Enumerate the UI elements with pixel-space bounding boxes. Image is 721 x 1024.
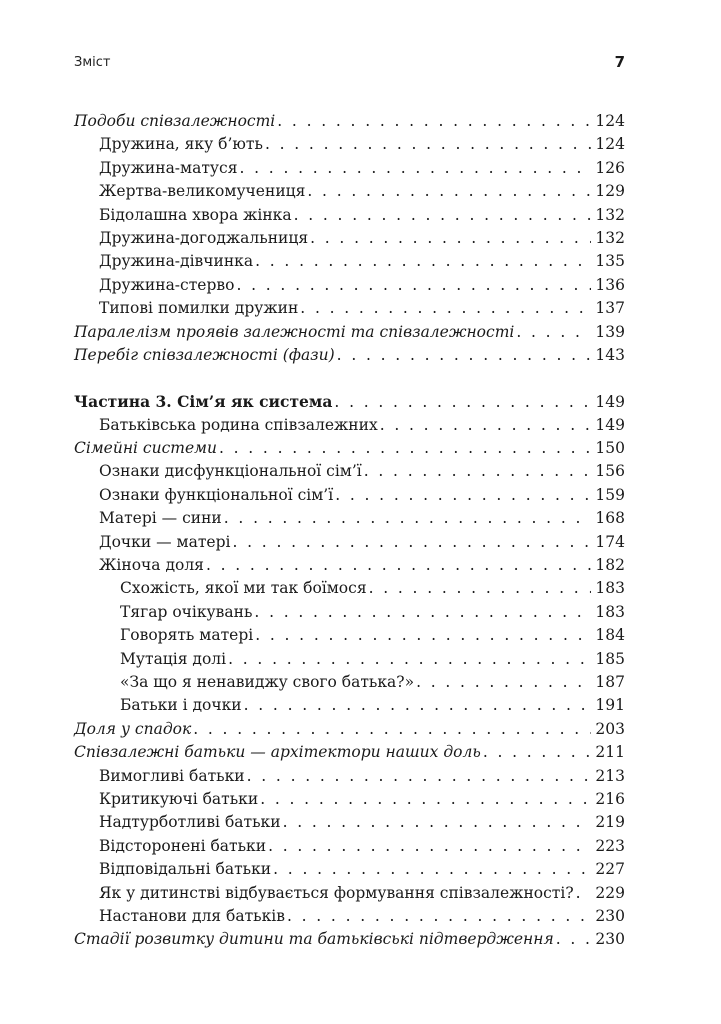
dot-leader (247, 765, 592, 788)
toc-entry (74, 928, 625, 951)
toc-entry-page: 187 (595, 672, 625, 691)
toc-entry-title: Типові помилки дружин (99, 299, 299, 318)
toc-entry-title: Дружина-догоджальниця (99, 228, 309, 247)
dot-leader (335, 484, 591, 507)
toc-entry (74, 694, 625, 717)
toc-entry-title: Дочки — матері (99, 532, 231, 551)
toc-entry (74, 648, 625, 671)
toc-entry (74, 110, 625, 133)
toc-entry-title: Тягар очікувань (120, 602, 253, 621)
toc-entry-title: Бідолашна хвора жінка (99, 205, 292, 224)
dot-leader (310, 227, 591, 250)
dot-leader (255, 624, 591, 647)
toc-entry (74, 274, 625, 297)
toc-entry (74, 133, 625, 156)
dot-leader (268, 835, 591, 858)
toc-entry-page: 135 (595, 252, 625, 271)
toc-entry-page: 183 (595, 602, 625, 621)
dot-leader (219, 437, 591, 460)
toc-entry (74, 741, 625, 764)
toc-entry-page: 211 (595, 743, 625, 762)
dot-leader (516, 321, 591, 344)
toc-entry (74, 554, 625, 577)
toc-entry-title: Ознаки функціональної сім’ї (99, 485, 334, 504)
toc-entry-page: 137 (595, 299, 625, 318)
toc-entry-page: 168 (595, 509, 625, 528)
toc-entry (74, 390, 625, 413)
toc-entry (74, 531, 625, 554)
toc-entry (74, 905, 625, 928)
toc-entry (74, 460, 625, 483)
dot-leader (236, 274, 591, 297)
running-header (74, 50, 625, 74)
toc-entry-title: Говорять матері (120, 626, 254, 645)
dot-leader (232, 531, 591, 554)
toc-entry-page: 229 (595, 883, 625, 902)
toc-entry-title: Жіноча доля (99, 556, 204, 575)
toc-entry-title: Доля у спадок (74, 719, 192, 738)
toc-entry (74, 718, 625, 741)
dot-leader (337, 344, 592, 367)
toc-entry-page: 213 (595, 766, 625, 785)
toc-entry (74, 858, 625, 881)
toc-entry-title: Співзалежні батьки — архітектори наших доль (74, 743, 481, 762)
dot-leader (483, 741, 592, 764)
toc-entry (74, 180, 625, 203)
toc-entry-page: 184 (595, 626, 625, 645)
toc-entry-page: 230 (595, 906, 625, 925)
toc-entry-title: Жертва-великомучениця (99, 182, 306, 201)
toc-entry-title: Частина 3. Сім’я як система (74, 392, 333, 412)
table-of-contents (74, 110, 625, 952)
toc-entry-title: Відповідальні батьки (99, 860, 272, 879)
toc-entry (74, 671, 625, 694)
toc-entry-title: Стадії розвитку дитини та батьківські підтвердження (74, 930, 554, 949)
toc-entry (74, 765, 625, 788)
toc-entry-page: 129 (595, 182, 625, 201)
toc-entry (74, 344, 625, 367)
toc-entry-title: Відсторонені батьки (99, 836, 267, 855)
toc-entry (74, 250, 625, 273)
toc-entry-page: 216 (595, 789, 625, 808)
toc-entry-page: 182 (595, 556, 625, 575)
toc-entry (74, 321, 625, 344)
toc-entry (74, 297, 625, 320)
toc-entry-title: Критикуючі батьки (99, 789, 259, 808)
toc-entry-title: Батьківська родина співзалежних (99, 415, 378, 434)
toc-entry (74, 624, 625, 647)
dot-leader (300, 297, 591, 320)
toc-entry-title: Схожість, якої ми так боїмося (120, 579, 367, 598)
toc-entry-title: Дружина-дівчинка (99, 252, 254, 271)
toc-entry (74, 414, 625, 437)
toc-entry-page: 185 (595, 649, 625, 668)
toc-entry-title: Надтурботливі батьки (99, 813, 281, 832)
dot-leader (334, 391, 591, 414)
dot-leader (254, 601, 591, 624)
dot-leader (556, 928, 592, 951)
toc-entry-title: «За що я ненавиджу свого батька?» (120, 672, 415, 691)
dot-leader (224, 507, 592, 530)
toc-entry-title: Мутація долі (120, 649, 227, 668)
toc-entry-page: 223 (595, 836, 625, 855)
dot-leader (273, 858, 591, 881)
toc-entry (74, 601, 625, 624)
toc-entry (74, 227, 625, 250)
toc-entry-page: 126 (595, 158, 625, 177)
dot-leader (228, 648, 591, 671)
toc-entry (74, 204, 625, 227)
toc-entry-page: 149 (595, 393, 625, 412)
toc-entry-page: 124 (595, 135, 625, 154)
dot-leader (369, 577, 592, 600)
toc-entry (74, 882, 625, 905)
toc-entry-title: Вимогливі батьки (99, 766, 245, 785)
dot-leader (416, 671, 591, 694)
toc-entry-title: Як у дитинстві відбувається формування співзалежності? (99, 883, 574, 902)
toc-entry-title: Батьки і дочки (120, 696, 242, 715)
dot-leader (193, 718, 591, 741)
toc-entry-page: 219 (595, 813, 625, 832)
dot-leader (283, 811, 592, 834)
toc-entry-page: 132 (595, 228, 625, 247)
dot-leader (277, 110, 591, 133)
toc-entry (74, 157, 625, 180)
toc-entry (74, 577, 625, 600)
toc-entry-page: 149 (595, 415, 625, 434)
toc-entry-title: Настанови для батьків (99, 906, 285, 925)
toc-entry-title: Матері — сини (99, 509, 222, 528)
dot-leader (244, 694, 592, 717)
toc-entry-page: 174 (595, 532, 625, 551)
toc-entry (74, 835, 625, 858)
dot-leader (307, 180, 591, 203)
section-title: Зміст (74, 54, 111, 70)
toc-entry-page: 159 (595, 485, 625, 504)
toc-entry-page: 136 (595, 275, 625, 294)
page-number: 7 (614, 53, 625, 71)
toc-entry-page: 230 (595, 930, 625, 949)
toc-entry-page: 203 (595, 719, 625, 738)
toc-entry-title: Подоби співзалежності (74, 112, 276, 130)
toc-entry-title: Ознаки дисфункціональної сім’ї (99, 462, 362, 481)
toc-entry-title: Сімейні системи (74, 439, 217, 458)
toc-entry-title: Паралелізм проявів залежності та співзалежності (74, 322, 515, 341)
dot-leader (260, 788, 591, 811)
toc-entry-page: 227 (595, 860, 625, 879)
toc-entry-page: 183 (595, 579, 625, 598)
toc-entry (74, 437, 625, 460)
dot-leader (364, 460, 592, 483)
dot-leader (380, 414, 592, 437)
toc-entry (74, 484, 625, 507)
toc-entry-title: Дружина, яку б’ють (99, 135, 263, 154)
dot-leader (576, 882, 592, 905)
dot-leader (255, 250, 591, 273)
toc-entry-page: 139 (595, 322, 625, 341)
toc-entry-title: Дружина-матуся (99, 158, 238, 177)
toc-entry-page: 150 (595, 439, 625, 458)
dot-leader (240, 157, 592, 180)
toc-entry-title: Дружина-стерво (99, 275, 235, 294)
toc-entry-page: 132 (595, 205, 625, 224)
toc-entry-title: Перебіг співзалежності (фази) (74, 345, 335, 364)
dot-leader (206, 554, 591, 577)
dot-leader (265, 133, 591, 156)
dot-leader (287, 905, 591, 928)
toc-entry-page: 156 (595, 462, 625, 481)
toc-entry (74, 811, 625, 834)
toc-entry (74, 788, 625, 811)
toc-entry-page: 191 (595, 696, 625, 715)
toc-entry (74, 507, 625, 530)
dot-leader (294, 204, 592, 227)
toc-entry-page: 143 (595, 345, 625, 364)
toc-entry-page: 124 (595, 112, 625, 130)
